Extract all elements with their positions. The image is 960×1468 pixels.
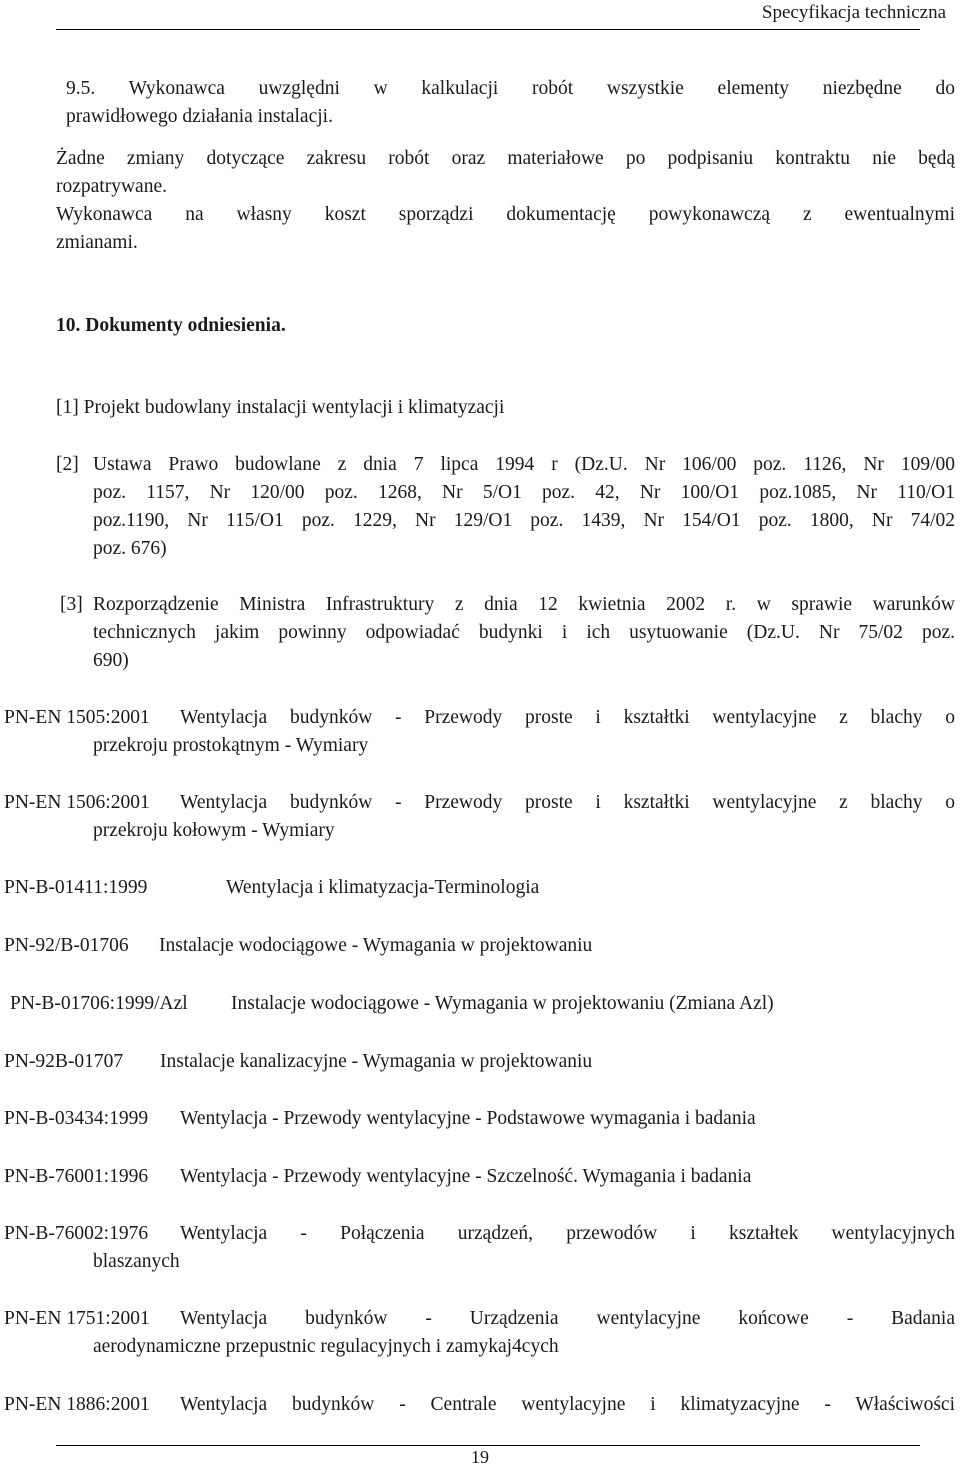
reference-2-line4: poz. 676) — [93, 538, 167, 559]
reference-2-label: [2] — [56, 454, 79, 475]
para-changes-line1: Żadne zmiany dotyczące zakresu robót oraz materiałowe po podpisaniu kontraktu nie będą — [56, 148, 955, 169]
para-9-5-line1: 9.5. Wykonawca uwzględni w kalkulacji robót wszystkie elementy niezbędne do — [66, 78, 955, 99]
standard-code: PN-92B-01707 — [4, 1051, 124, 1072]
para-docs-line2: zmianami. — [56, 232, 138, 253]
para-docs-line1: Wykonawca na własny koszt sporządzi dokumentację powykonawczą z ewentualnymi — [56, 204, 955, 225]
standard-description-line1: Wentylacja - Przewody wentylacyjne - Podstawowe wymagania i badania — [180, 1108, 756, 1129]
header-rule — [56, 29, 920, 30]
standard-description-line1: Wentylacja budynków - Urządzenia wentylacyjne końcowe - Badania — [180, 1308, 955, 1329]
standard-description-line1: Wentylacja budynków - Przewody proste i kształtki wentylacyjne z blachy o — [180, 792, 955, 813]
standard-description-line1: Instalacje kanalizacyjne - Wymagania w projektowaniu — [160, 1051, 593, 1072]
section-heading: 10. Dokumenty odniesienia. — [56, 315, 286, 336]
standard-description-line1: Wentylacja i klimatyzacja-Terminologia — [226, 877, 540, 898]
reference-3-line3: 690) — [93, 650, 129, 671]
page-number: 19 — [471, 1447, 489, 1467]
standard-item — [4, 1220, 955, 1276]
reference-2-line3: poz.1190, Nr 115/O1 poz. 1229, Nr 129/O1 poz. 1439, Nr 154/O1 poz. 1800, Nr 74/02 — [93, 510, 955, 531]
standard-description-line2: przekroju kołowym - Wymiary — [93, 820, 335, 841]
standard-description-line1: Wentylacja budynków - Centrale wentylacyjne i klimatyzacyjne - Właściwości — [180, 1394, 955, 1415]
standard-description-line2: przekroju prostokątnym - Wymiary — [93, 735, 369, 756]
reference-2-line1: Ustawa Prawo budowlane z dnia 7 lipca 1994 r (Dz.U. Nr 106/00 poz. 1126, Nr 109/00 — [93, 454, 955, 475]
page-header — [0, 0, 960, 30]
footer-rule — [56, 1445, 920, 1446]
standard-code: PN-92/B-01706 — [4, 935, 129, 956]
standard-description-line1: Instalacje wodociągowe - Wymagania w projektowaniu — [159, 935, 593, 956]
standard-item — [4, 1305, 955, 1361]
standard-description-line1: Instalacje wodociągowe - Wymagania w projektowaniu (Zmiana Azl) — [231, 993, 774, 1014]
standard-item — [4, 704, 955, 760]
standard-description-line2: blaszanych — [93, 1251, 180, 1272]
reference-3-label: [3] — [60, 594, 83, 615]
standard-code: PN-EN 1506:2001 — [4, 792, 150, 813]
standard-description-line1: Wentylacja - Przewody wentylacyjne - Szczelność. Wymagania i badania — [180, 1166, 752, 1187]
standard-code: PN-B-76001:1996 — [4, 1166, 149, 1187]
standard-item — [4, 789, 955, 845]
standard-code: PN-EN 1886:2001 — [4, 1394, 150, 1415]
standard-code: PN-B-01411:1999 — [4, 877, 148, 898]
standard-code: PN-B-76002:1976 — [4, 1223, 149, 1244]
standard-code: PN-EN 1751:2001 — [4, 1308, 150, 1329]
header-title: Specyfikacja techniczna — [761, 2, 946, 23]
reference-2-line2: poz. 1157, Nr 120/00 poz. 1268, Nr 5/O1 poz. 42, Nr 100/O1 poz.1085, Nr 110/O1 — [93, 482, 955, 503]
reference-3-line2: technicznych jakim powinny odpowiadać budynki i ich usytuowanie (Dz.U. Nr 75/02 poz. — [93, 622, 955, 643]
reference-3-line1: Rozporządzenie Ministra Infrastruktury z dnia 12 kwietnia 2002 r. w sprawie warunków — [93, 594, 955, 615]
standard-description-line1: Wentylacja budynków - Przewody proste i kształtki wentylacyjne z blachy o — [180, 707, 955, 728]
standard-code: PN-B-01706:1999/Azl — [10, 993, 188, 1014]
para-9-5-line2: prawidłowego działania instalacji. — [66, 106, 333, 127]
para-changes-line2: rozpatrywane. — [56, 176, 167, 197]
reference-1: [1] Projekt budowlany instalacji wentylacji i klimatyzacji — [56, 397, 505, 418]
standard-description-line2: aerodynamiczne przepustnic regulacyjnych i zamykaj4cych — [93, 1336, 559, 1357]
standard-code: PN-B-03434:1999 — [4, 1108, 149, 1129]
standard-code: PN-EN 1505:2001 — [4, 707, 150, 728]
standard-description-line1: Wentylacja - Połączenia urządzeń, przewodów i kształtek wentylacyjnych — [180, 1223, 955, 1244]
